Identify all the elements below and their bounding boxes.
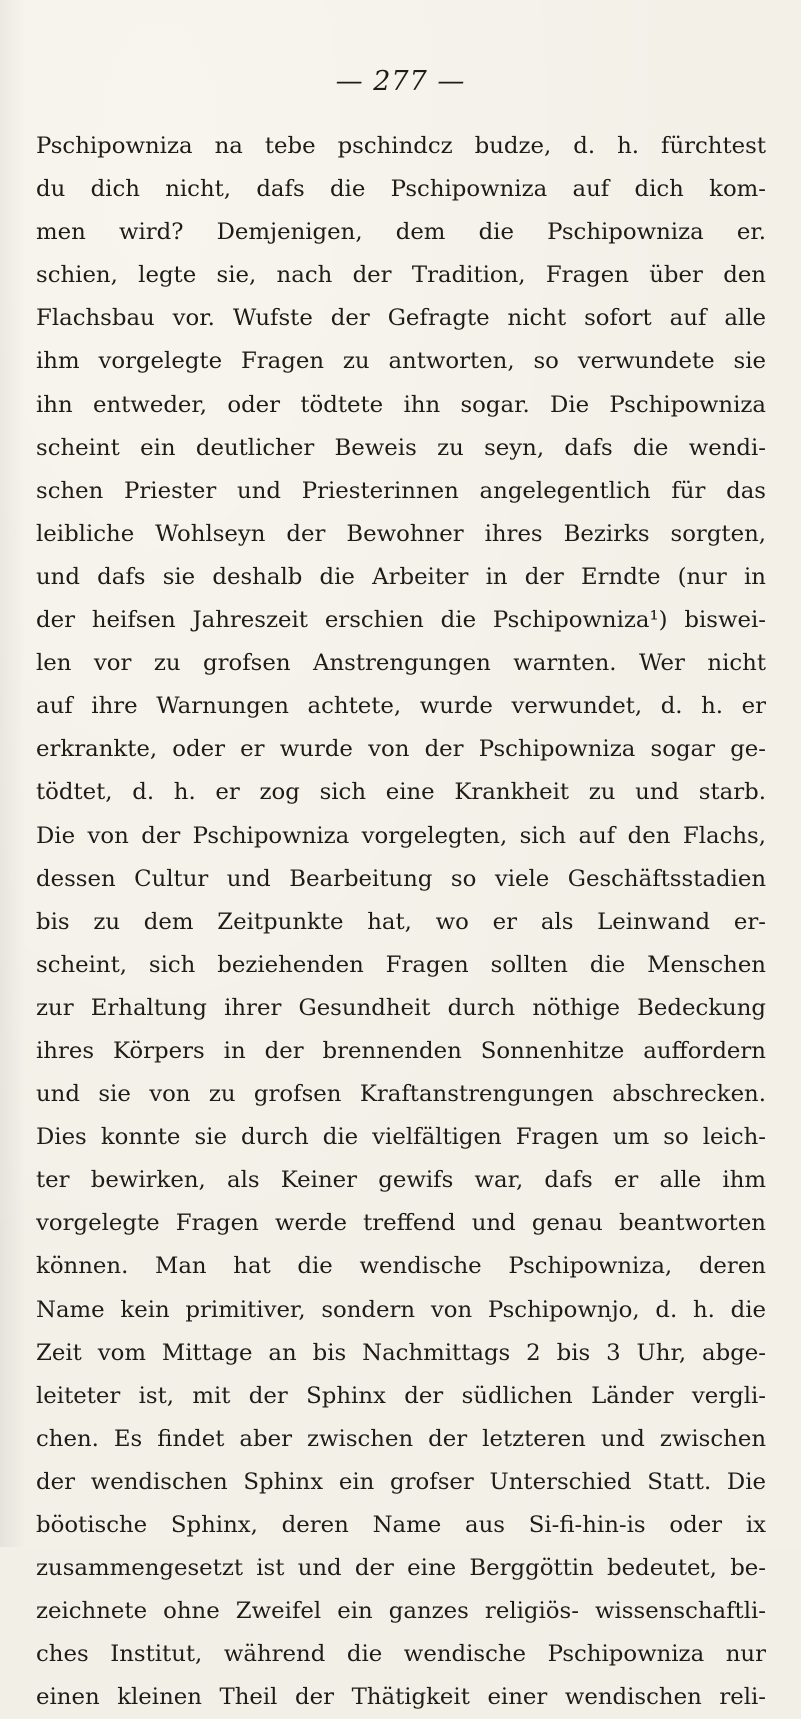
text-line: Name kein primitiver, sondern von Pschipownjo, d. h. die <box>36 1296 766 1323</box>
text-line: auf ihre Warnungen achtete, wurde verwundet, d. h. er <box>36 693 766 720</box>
text-line: du dich nicht, dafs die Pschipowniza auf dich kom- <box>36 176 766 203</box>
body-text <box>36 125 766 1719</box>
text-line: erkrankte, oder er wurde von der Pschipowniza sogar ge- <box>36 736 766 763</box>
text-line: leibliche Wohlseyn der Bewohner ihres Bezirks sorgten, <box>36 520 766 547</box>
text-line: Pschipowniza na tebe pschindcz budze, d. h. fürchtest <box>36 133 766 159</box>
text-line: Dies konnte sie durch die vielfältigen Fragen um so leich- <box>36 1124 766 1151</box>
text-line: leiteter ist, mit der Sphinx der südlichen Länder vergli- <box>36 1382 766 1409</box>
text-line: dessen Cultur und Bearbeitung so viele Geschäftsstadien <box>36 865 766 892</box>
page-number: — 277 — <box>335 66 466 97</box>
text-line: men wird? Demjenigen, dem die Pschipowniza er. <box>36 219 766 246</box>
text-line: und sie von zu grofsen Kraftanstrengungen abschrecken. <box>36 1081 766 1108</box>
text-line: zur Erhaltung ihrer Gesundheit durch nöthige Bedeckung <box>36 994 766 1021</box>
text-line: scheint, sich beziehenden Fragen sollten die Menschen <box>36 951 766 978</box>
text-line: tödtet, d. h. er zog sich eine Krankheit zu und starb. <box>36 779 766 806</box>
text-line: der heifsen Jahreszeit erschien die Pschipowniza¹) biswei- <box>36 607 766 634</box>
text-line: böotische Sphinx, deren Name aus Si-fi-hin-is oder ix <box>36 1512 766 1538</box>
text-line: Die von der Pschipowniza vorgelegten, sich auf den Flachs, <box>36 822 766 849</box>
text-line: ihn entweder, oder tödtete ihn sogar. Die Pschipowniza <box>36 391 766 418</box>
text-line: schien, legte sie, nach der Tradition, Fragen über den <box>36 262 766 289</box>
text-line: len vor zu grofsen Anstrengungen warnten. Wer nicht <box>36 650 766 677</box>
text-line: können. Man hat die wendische Pschipowniza, deren <box>36 1253 766 1280</box>
text-line: einen kleinen Theil der Thätigkeit einer wendischen reli- <box>36 1684 766 1711</box>
text-line: ter bewirken, als Keiner gewifs war, dafs er alle ihm <box>36 1167 766 1194</box>
text-line: und dafs sie deshalb die Arbeiter in der Erndte (nur in <box>36 563 766 590</box>
text-line: ihm vorgelegte Fragen zu antworten, so verwundete sie <box>36 348 766 375</box>
text-line: zeichnete ohne Zweifel ein ganzes religiös- wissenschaftli- <box>36 1598 766 1625</box>
text-line: scheint ein deutlicher Beweis zu seyn, dafs die wendi- <box>36 434 766 461</box>
text-line: ihres Körpers in der brennenden Sonnenhitze auffordern <box>36 1037 766 1064</box>
text-line: schen Priester und Priesterinnen angelegentlich für das <box>36 477 766 504</box>
text-line: chen. Es findet aber zwischen der letzteren und zwischen <box>36 1425 766 1452</box>
text-line: Zeit vom Mittage an bis Nachmittags 2 bis 3 Uhr, abge- <box>36 1339 766 1366</box>
text-line: ches Institut, während die wendische Pschipowniza nur <box>36 1641 766 1668</box>
text-line: bis zu dem Zeitpunkte hat, wo er als Leinwand er- <box>36 908 766 935</box>
text-line: Flachsbau vor. Wufste der Gefragte nicht sofort auf alle <box>36 305 766 332</box>
text-line: vorgelegte Fragen werde treffend und genau beantworten <box>36 1210 766 1237</box>
text-line: zusammengesetzt ist und der eine Berggöttin bedeutet, be- <box>36 1555 766 1582</box>
text-line: der wendischen Sphinx ein grofser Unterschied Statt. Die <box>36 1468 766 1495</box>
